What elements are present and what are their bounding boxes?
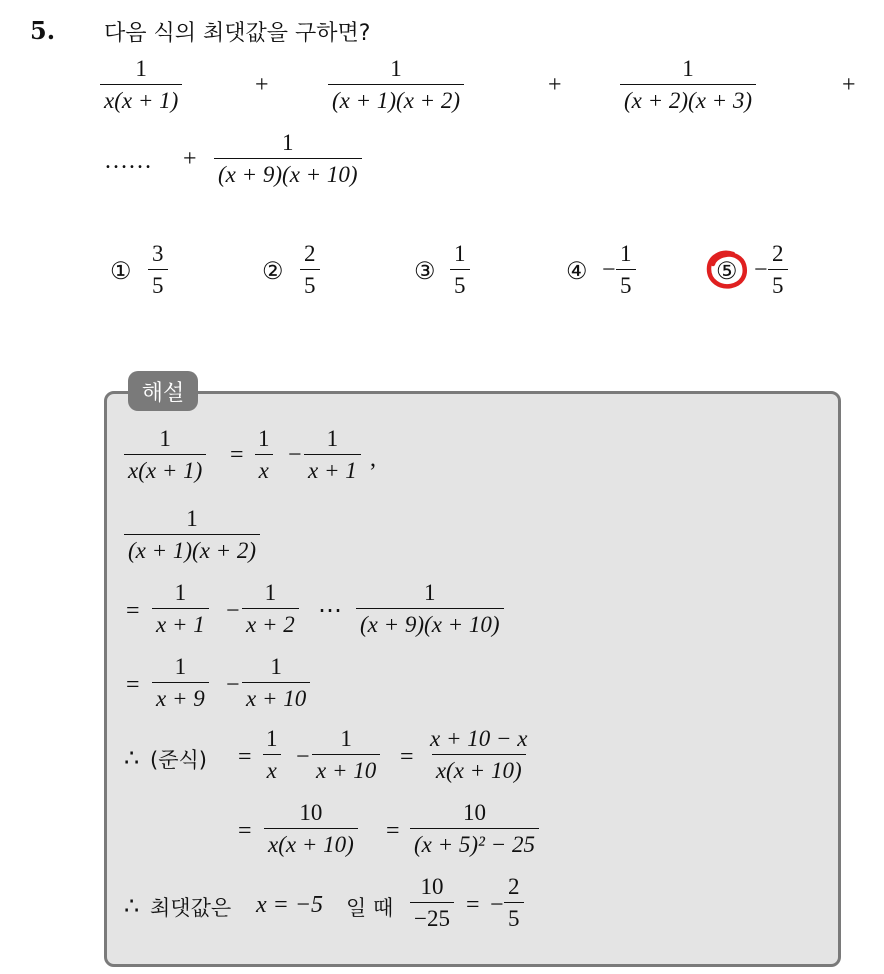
- series-term-2-denominator: (x + 1)(x + 2): [328, 84, 464, 113]
- solution-denominator: (x + 9)(x + 10): [356, 608, 504, 637]
- equals-sign: =: [230, 442, 244, 468]
- solution-denominator: x + 10: [312, 754, 380, 783]
- solution-fraction: [254, 426, 274, 484]
- minus-sign: −: [296, 744, 310, 770]
- series-term-3-numerator: 1: [682, 56, 694, 81]
- solution-denominator: x + 1: [304, 454, 361, 483]
- series-term-2: [328, 56, 464, 114]
- therefore-symbol: ∴: [124, 894, 140, 920]
- comma: ,: [370, 446, 376, 472]
- solution-fraction: [264, 800, 358, 858]
- plus-sign: +: [842, 72, 856, 98]
- equals-sign: =: [126, 598, 140, 624]
- solution-numerator: 10: [420, 874, 444, 899]
- choice-4-numerator: 1: [620, 241, 632, 266]
- solution-fraction: [242, 654, 310, 712]
- solution-numerator: 2: [508, 874, 520, 899]
- solution-fraction: [152, 654, 209, 712]
- therefore-symbol: ∴: [124, 746, 140, 772]
- solution-numerator: 1: [186, 506, 198, 531]
- conclusion-text: 최댓값은: [150, 896, 232, 920]
- series-term-1: [100, 56, 182, 114]
- solution-denominator: −25: [410, 902, 454, 931]
- equals-sign: =: [238, 744, 252, 770]
- plus-sign: +: [183, 146, 197, 172]
- equals-sign: =: [126, 672, 140, 698]
- solution-denominator: x + 2: [242, 608, 299, 637]
- choice-5-numerator: 2: [772, 241, 784, 266]
- question-number: 5.: [30, 16, 56, 45]
- choice-1-denominator: 5: [148, 269, 168, 298]
- solution-fraction: [356, 580, 504, 638]
- solution-denominator: x: [263, 754, 281, 783]
- solution-numerator: 1: [174, 654, 187, 679]
- choice-2-numerator: 2: [304, 241, 316, 266]
- solution-denominator: x + 9: [152, 682, 209, 711]
- equals-sign: =: [238, 818, 252, 844]
- solution-fraction: [124, 426, 206, 484]
- solution-denominator: x + 1: [152, 608, 209, 637]
- solution-numerator: 1: [266, 726, 278, 751]
- series-term-last-denominator: (x + 9)(x + 10): [214, 158, 362, 187]
- ellipsis: ……: [104, 148, 152, 174]
- conclusion-when: 일 때: [346, 896, 394, 920]
- choice-5-sign: −: [754, 257, 768, 283]
- solution-box: [104, 391, 841, 967]
- equals-sign: =: [386, 818, 400, 844]
- solution-numerator: x + 10 − x: [430, 726, 528, 751]
- choice-2-mark[interactable]: ②: [262, 259, 284, 285]
- choice-2-denominator: 5: [300, 269, 320, 298]
- series-term-3-denominator: (x + 2)(x + 3): [620, 84, 756, 113]
- choice-4-mark[interactable]: ④: [566, 259, 588, 285]
- choice-4-sign: −: [602, 257, 616, 283]
- solution-denominator: (x + 1)(x + 2): [124, 534, 260, 563]
- solution-fraction: [410, 800, 539, 858]
- choice-4-value: [616, 241, 636, 299]
- solution-fraction: [262, 726, 282, 784]
- series-term-last: [214, 130, 362, 188]
- series-term-last-numerator: 1: [282, 130, 294, 155]
- solution-fraction: [426, 726, 531, 784]
- solution-denominator: x(x + 10): [264, 828, 358, 857]
- solution-numerator: 1: [270, 654, 282, 679]
- choice-3-denominator: 5: [450, 269, 470, 298]
- conclusion-condition: x = −5: [256, 892, 324, 918]
- minus-sign: −: [288, 442, 302, 468]
- solution-denominator: 5: [504, 902, 524, 931]
- solution-numerator: 1: [174, 580, 187, 605]
- solution-denominator: x: [255, 454, 273, 483]
- cdots: ⋯: [318, 598, 342, 624]
- choice-5-value: [768, 241, 788, 299]
- choice-5-mark[interactable]: ⑤: [716, 259, 738, 285]
- minus-sign: −: [226, 598, 240, 624]
- choice-4-denominator: 5: [616, 269, 636, 298]
- plus-sign: +: [548, 72, 562, 98]
- solution-numerator: 1: [264, 580, 277, 605]
- solution-fraction: [304, 426, 361, 484]
- choice-2-value: [300, 241, 320, 299]
- minus-sign: −: [490, 892, 504, 918]
- choice-3-numerator: 1: [454, 241, 466, 266]
- solution-numerator: 10: [462, 800, 486, 825]
- solution-numerator: 1: [424, 580, 436, 605]
- series-term-1-denominator: x(x + 1): [100, 84, 182, 113]
- series-term-1-numerator: 1: [135, 56, 147, 81]
- solution-label: 해설: [128, 371, 198, 411]
- solution-denominator: x(x + 1): [124, 454, 206, 483]
- solution-numerator: 1: [326, 426, 339, 451]
- solution-numerator: 1: [340, 726, 352, 751]
- choice-3-value: [450, 241, 470, 299]
- solution-numerator: 10: [299, 800, 323, 825]
- choice-5-denominator: 5: [768, 269, 788, 298]
- main-expression-label: (준식): [150, 748, 207, 772]
- choice-1-mark[interactable]: ①: [110, 259, 132, 285]
- series-term-3: [620, 56, 756, 114]
- solution-fraction: [124, 506, 260, 564]
- solution-fraction: [152, 580, 209, 638]
- choice-3-mark[interactable]: ③: [414, 259, 436, 285]
- minus-sign: −: [226, 672, 240, 698]
- solution-denominator: x + 10: [242, 682, 310, 711]
- plus-sign: +: [255, 72, 269, 98]
- question-text: 다음 식의 최댓값을 구하면?: [104, 21, 371, 46]
- solution-denominator: (x + 5)² − 25: [410, 828, 539, 857]
- equals-sign: =: [466, 892, 480, 918]
- series-term-2-numerator: 1: [390, 56, 402, 81]
- solution-fraction: [242, 580, 299, 638]
- choice-1-value: [148, 241, 168, 299]
- solution-numerator: 1: [258, 426, 270, 451]
- solution-fraction: [312, 726, 380, 784]
- solution-numerator: 1: [159, 426, 171, 451]
- solution-fraction: [504, 874, 524, 932]
- solution-denominator: x(x + 10): [432, 754, 526, 783]
- equals-sign: =: [400, 744, 414, 770]
- solution-fraction: [410, 874, 454, 932]
- choice-1-numerator: 3: [152, 241, 164, 266]
